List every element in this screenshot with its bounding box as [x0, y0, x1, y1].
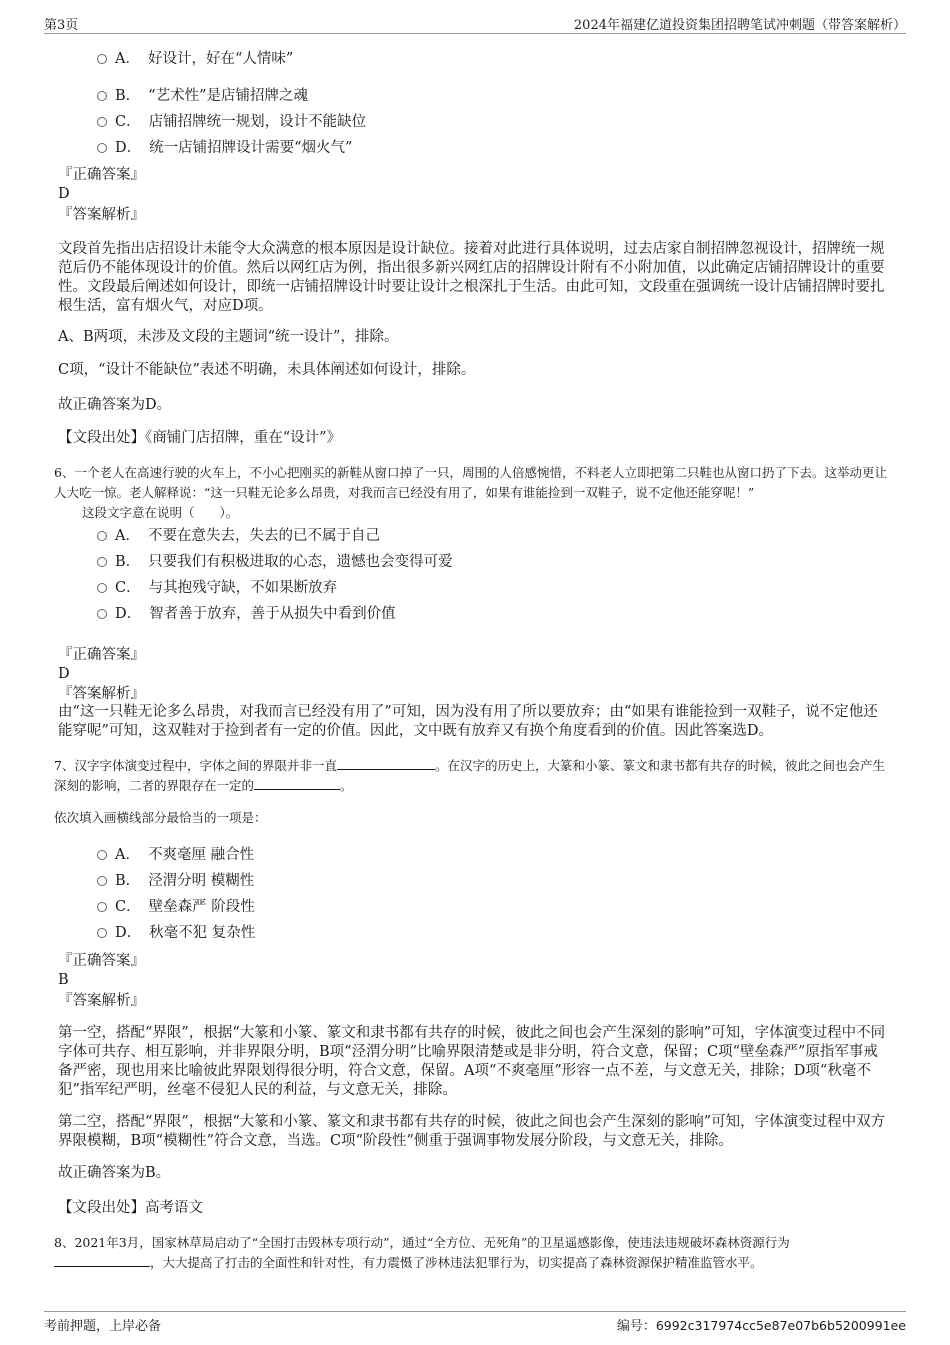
footer-slogan: 考前押题，上岸必备 [44, 1319, 162, 1334]
q5-analysis-p4: 故正确答案为D。 [58, 397, 172, 413]
q6-analysis-label: 『答案解析』 [58, 686, 145, 702]
q6-stem-prompt: 这段文字意在说明（ ）。 [82, 505, 239, 520]
q5-answer-label: 『正确答案』 [58, 167, 145, 183]
q6-answer: D [58, 666, 70, 682]
radio-icon[interactable] [97, 928, 107, 938]
q6-option-c[interactable]: C． 与其抱残守缺，不如果断放弃 [97, 579, 337, 598]
q7-answer: B [58, 972, 69, 988]
q7-option-c[interactable]: C． 壁垒森严 阶段性 [97, 898, 255, 917]
q7-stem: 7、汉字字体演变过程中，字体之间的界限并非一直 。在汉字的历史上，大篆和小篆、篆文和隶书都有共存的时候，彼此之间也会产生深刻的影响，二者的界限存在一定的 。 [54, 758, 885, 793]
page-footer [44, 1311, 906, 1335]
q5-option-a[interactable]: A． 好设计，好在“人情味” [97, 50, 293, 69]
q6-analysis: 由“这一只鞋无论多么昂贵，对我而言已经没有用了”可知，因为没有用了所以要放弃；由“如果有谁能捡到一双鞋子，说不定他还能穿呢”可知，这双鞋对于捡到者有一定的价值。因此，文中既有放弃又有换个角度看到的价值。因此答案选D。 [58, 704, 878, 739]
radio-icon[interactable] [97, 531, 107, 541]
q6-option-a[interactable]: A． 不要在意失去，失去的已不属于自己 [97, 527, 380, 546]
radio-icon[interactable] [97, 54, 107, 64]
q7-analysis-label: 『答案解析』 [58, 993, 145, 1009]
q5-option-d[interactable]: D． 统一店铺招牌设计需要“烟火气” [97, 139, 352, 158]
q7-option-d[interactable]: D． 秋毫不犯 复杂性 [97, 924, 255, 943]
radio-icon[interactable] [97, 902, 107, 912]
q5-analysis-label: 『答案解析』 [58, 207, 145, 223]
q5-analysis-p3: C项，“设计不能缺位”表述不明确，未具体阐述如何设计，排除。 [58, 362, 476, 378]
radio-icon[interactable] [97, 876, 107, 886]
blank-line-3 [54, 1253, 150, 1267]
q5-analysis-p1: 文段首先指出店招设计未能令大众满意的根本原因是设计缺位。接着对此进行具体说明，过去店家自制招牌忽视设计，招牌统一规范后仍不能体现设计的价值。然后以网红店为例，指出很多新兴网红店的招牌设计附有不小附加值，以此确定店铺招牌设计的重要性。文段最后阐述如何设计，即统一店铺招牌设计时要让设计之根深扎于生活。由此可知，文段重在强调统一设计店铺招牌时要扎根生活，富有烟火气，对应D项。 [58, 241, 885, 314]
q7-source: 【文段出处】高考语文 [58, 1200, 203, 1216]
radio-icon[interactable] [97, 557, 107, 567]
q8-stem: 8、2021年3月，国家林草局启动了“全国打击毁林专项行动”，通过“全方位、无死角”的卫星遥感影像，使违法违规破坏森林资源行为 ，大大提高了打击的全面性和针对性，有力震慑了涉林违法犯罪行为，切实提高了森林资源保护精准监管水平。 [54, 1235, 790, 1270]
q7-answer-label: 『正确答案』 [58, 953, 145, 969]
q6-option-b[interactable]: B． 只要我们有积极进取的心态，遗憾也会变得可爱 [97, 553, 453, 572]
q7-analysis-p3: 故正确答案为B。 [58, 1165, 171, 1181]
blank-line-1 [337, 756, 435, 770]
radio-icon[interactable] [97, 609, 107, 619]
q7-prompt: 依次填入画横线部分最恰当的一项是： [54, 810, 267, 825]
q5-option-c[interactable]: C． 店铺招牌统一规划，设计不能缺位 [97, 113, 366, 132]
q6-option-d[interactable]: D． 智者善于放弃，善于从损失中看到价值 [97, 605, 396, 624]
page-number: 第3页 [44, 18, 79, 33]
radio-icon[interactable] [97, 117, 107, 127]
q7-analysis-p2: 第二空，搭配“界限”，根据“大篆和小篆、篆文和隶书都有共存的时候，彼此之间也会产生深刻的影响”可知，字体演变过程中双方界限模糊，B项“模糊性”符合文意，当选。C项“阶段性”侧重于强调事物发展分阶段，与文意无关，排除。 [58, 1114, 886, 1149]
radio-icon[interactable] [97, 143, 107, 153]
q6-answer-label: 『正确答案』 [58, 647, 145, 663]
page-header [44, 12, 906, 34]
radio-icon[interactable] [97, 850, 107, 860]
blank-line-2 [254, 776, 340, 790]
q6-stem: 6、一个老人在高速行驶的火车上，不小心把刚买的新鞋从窗口掉了一只，周围的人倍感惋惜，不料老人立即把第二只鞋也从窗口扔了下去。这举动更让人大吃一惊。老人解释说：“这一只鞋无论多么昂贵，对我而言已经没有用了，如果有谁能捡到一双鞋子，说不定他还能穿呢！” [54, 465, 887, 500]
q5-answer: D [58, 186, 70, 202]
q7-option-b[interactable]: B． 泾渭分明 模糊性 [97, 872, 254, 891]
document-code: 编号：6992c317974cc5e87e07b6b5200991ee [616, 1318, 906, 1334]
document-title: 2024年福建亿道投资集团招聘笔试冲刺题（带答案解析） [573, 18, 906, 33]
q5-source: 【文段出处】《商铺门店招牌，重在“设计”》 [58, 430, 342, 446]
radio-icon[interactable] [97, 91, 107, 101]
q7-option-a[interactable]: A． 不爽毫厘 融合性 [97, 846, 254, 865]
q5-analysis-p2: A、B两项，未涉及文段的主题词“统一设计”，排除。 [58, 329, 399, 345]
q5-option-b[interactable]: B． “艺术性”是店铺招牌之魂 [97, 87, 308, 106]
q7-analysis-p1: 第一空，搭配“界限”，根据“大篆和小篆、篆文和隶书都有共存的时候，彼此之间也会产生深刻的影响”可知，字体演变过程中不同字体可共存、相互影响，并非界限分明，B项“泾渭分明”比喻界限清楚或是非分明，符合文意，保留；C项“壁垒森严”原指军事戒备严密，现也用来比喻彼此界限划得很分明，符合文意，保留。A项“不爽毫厘”形容一点不差，与文意无关，排除；D项“秋毫不犯”指军纪严明，丝毫不侵犯人民的利益，与文意无关，排除。 [58, 1025, 886, 1098]
radio-icon[interactable] [97, 583, 107, 593]
